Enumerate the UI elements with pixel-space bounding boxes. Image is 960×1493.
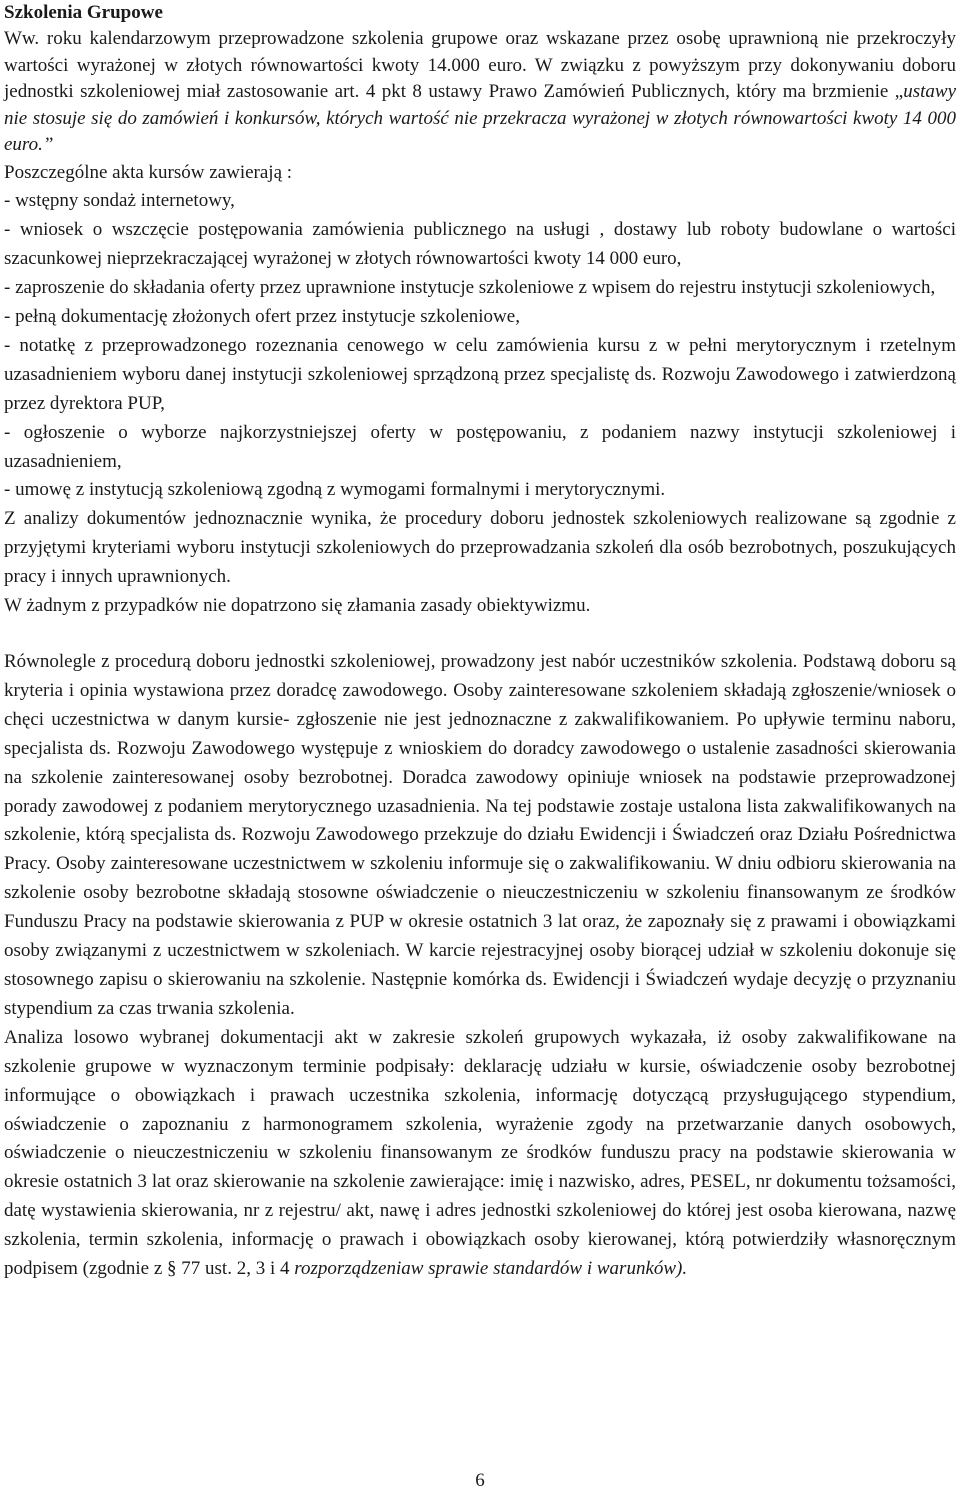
- recruitment-paragraph: Równolegle z procedurą doboru jednostki szkoleniowej, prowadzony jest nabór uczestników szkolenia. Podstawą doboru są kryteria i opinia wystawiona przez doradcę zawodowego. Osoby zainteresowane szkoleniem składają zgłoszenie/wniosek o chęci uczestnictwa w danym kursie- zgłoszenie nie jest jednoznaczne z zakwalifikowaniem. Po upływie terminu naboru, specjalista ds. Rozwoju Zawodowego występuje z wnioskiem do doradcy zawodowego o ustalenie zasadności skierowania na szkolenie zainteresowanej osoby bezrobotnej. Doradca zawodowy opiniuje wniosek na podstawie przeprowadzonej porady zawodowej z podaniem merytorycznego uzasadnienia. Na tej podstawie zostaje ustalona lista zakwalifikowanych na szkolenie, którą specjalista ds. Rozwoju Zawodowego przekzuje do działu Ewidencji i Świadczeń oraz Działu Pośrednictwa Pracy. Osoby zainteresowane uczestnictwem w szkoleniu informuje się o zakwalifikowaniu. W dniu odbioru skierowania na szkolenie osoby bezrobotne składają stosowne oświadczenie o nieuczestniczeniu w szkoleniu finansowanym ze środków Funduszu Pracy na podstawie skierowania z PUP w okresie ostatnich 3 lat oraz, że zapoznały się z prawami i obowiązkami osoby związanymi z uczestnictwem w szkoleniach. W karcie rejestracyjnej osoby biorącej udział w szkoleniu dokonuje się stosownego zapisu o skierowaniu na szkolenie. Następnie komórka ds. Ewidencji i Świadczeń wydaje decyzję o przyznaniu stypendium za czas trwania szkolenia.: [4, 651, 956, 1019]
- analysis-paragraph: Z analizy dokumentów jednoznacznie wynika, że procedury doboru jednostek szkoleniowych realizowane są zgodnie z przyjętymi kryteriami wyboru instytucji szkoleniowych do przeprowadzania szkoleń dla osób bezrobotnych, poszukujących pracy i innych uprawnionych.: [4, 508, 956, 588]
- random-analysis-text: Analiza losowo wybranej dokumentacji akt w zakresie szkoleń grupowych wykazała, iż osoby zakwalifikowane na szkolenie grupowe w wyznaczonym terminie podpisały: deklarację udziału w kursie, oświadczenie osoby bezrobotnej informujące o obowiązkach i prawach uczestnika szkolenia, informację dotyczącą przysługującego stypendium, oświadczenie o zapoznaniu z harmonogramem szkolenia, wyrażenie zgody na przetwarzanie danych osobowych, oświadczenie o nieuczestniczeniu w szkoleniu finansowanym ze środków funduszu pracy na podstawie skierowania w okresie ostatnich 3 lat oraz skierowanie na szkolenie zawierające: imię i nazwisko, adres, PESEL, nr dokumentu tożsamości, datę wystawienia skierowania, nr z rejestru/ akt, nawę i adres jednostki szkoleniowej do której jest osoba kierowana, nazwę szkolenia, termin szkolenia, informację o prawach i obowiązkach osoby kierowanej, którą potwierdziły własnoręcznym podpisem (zgodnie z § 77 ust. 2, 3 i 4: [4, 1026, 956, 1280]
- intro-quote: ustawy nie stosuje się do zamówień i konkursów, których wartość nie przekracza wyrażonej w złotych równowartości kwoty 14 000 euro.”: [4, 81, 956, 155]
- acts-heading: Poszczególne akta kursów zawierają :: [4, 161, 293, 183]
- acts-item: - umowę z instytucją szkoleniową zgodną z wymogami formalnymi i merytorycznymi.: [4, 479, 666, 501]
- no-violation-paragraph: W żadnym z przypadków nie dopatrzono się złamania zasady obiektywizmu.: [4, 595, 591, 617]
- acts-item: - zaproszenie do składania oferty przez uprawnione instytucje szkoleniowe z wpisem do rejestru instytucji szkoleniowych,: [4, 277, 936, 299]
- random-analysis-paragraph: [4, 1024, 956, 1284]
- acts-item: - pełną dokumentację złożonych ofert przez instytucje szkoleniowe,: [4, 306, 520, 328]
- acts-item: - wstępny sondaż internetowy,: [4, 190, 235, 212]
- paragraph-gap: [4, 621, 956, 648]
- acts-item: - wniosek o wszczęcie postępowania zamówienia publicznego na usługi , dostawy lub roboty budowlane o wartości szacunkowej nieprzekraczającej wyrażonej w złotych równowartości kwoty 14 000 euro,: [4, 219, 956, 270]
- acts-item: - notatkę z przeprowadzonego rozeznania cenowego w celu zamówienia kursu z w pełni merytorycznym i rzetelnym uzasadnieniem wyboru danej instytucji szkoleniowej sprządzoną przez specjalistę ds. Rozwoju Zawodowego i zatwierdzoną przez dyrektora PUP,: [4, 334, 956, 414]
- acts-item: - ogłoszenie o wyborze najkorzystniejszej oferty w postępowaniu, z podaniem nazwy instytucji szkoleniowej i uzasadnieniem,: [4, 421, 956, 472]
- page-number: 6: [475, 1470, 485, 1491]
- random-analysis-italic: rozporządzeniaw sprawie standardów i warunków).: [294, 1258, 688, 1280]
- section-title: Szkolenia Grupowe: [4, 2, 163, 23]
- intro-text: Ww. roku kalendarzowym przeprowadzone szkolenia grupowe oraz wskazane przez osobę uprawnioną nie przekroczyły wartości wyrażonej w złotych równowartości kwoty 14.000 euro. W związku z powyższym przy dokonywaniu doboru jednostki szkoleniowej miał zastosowanie art. 4 pkt 8 ustawy Prawo Zamówień Publicznych, który ma brzmienie „: [4, 28, 956, 102]
- intro-paragraph: [4, 26, 956, 159]
